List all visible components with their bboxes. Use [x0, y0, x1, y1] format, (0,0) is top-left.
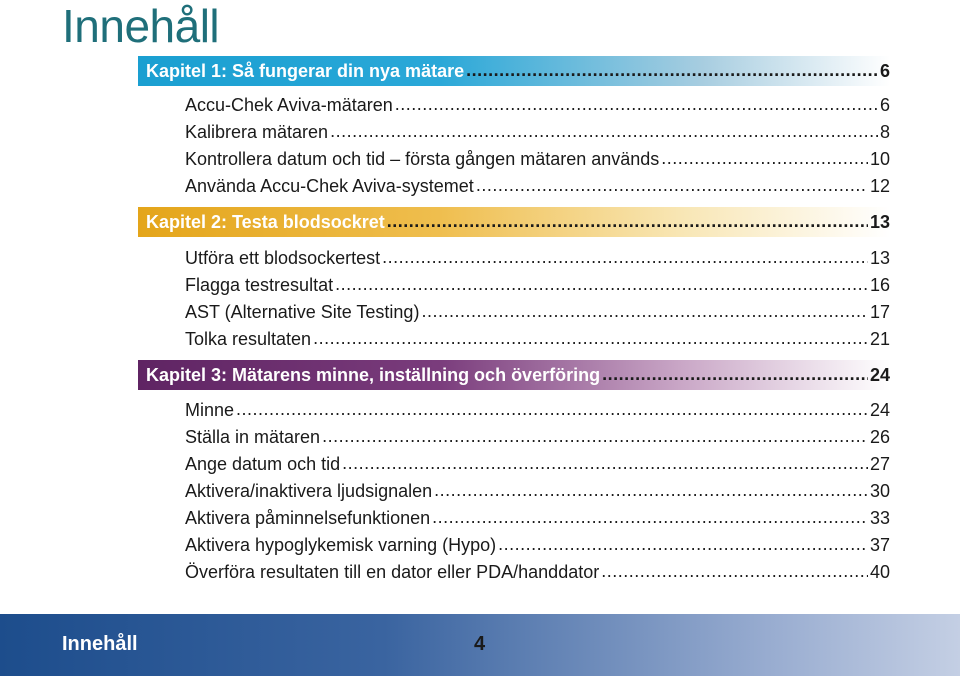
page-number: 4 [474, 633, 486, 655]
leader-dots [387, 210, 868, 232]
entry-label: Använda Accu-Chek Aviva-systemet [185, 176, 474, 196]
entry-label: Utföra ett blodsockertest [185, 248, 381, 268]
toc-entry[interactable] [185, 449, 890, 475]
entry-page: 33 [869, 508, 890, 528]
entry-page: 24 [869, 400, 890, 420]
entry-page: 6 [879, 95, 890, 115]
chapter-3-heading[interactable] [138, 360, 890, 390]
entry-label: Flagga testresultat [185, 275, 334, 295]
toc-entry[interactable] [185, 171, 890, 197]
entry-label: Minne [185, 400, 235, 420]
leader-dots [335, 273, 868, 295]
toc-entry[interactable] [185, 297, 890, 323]
entry-page: 21 [869, 329, 890, 349]
entry-page: 16 [869, 275, 890, 295]
entry-page: 13 [869, 248, 890, 268]
entry-label: Aktivera/inaktivera ljudsignalen [185, 481, 433, 501]
page-title: Innehåll [62, 0, 220, 52]
leader-dots [466, 59, 878, 81]
toc-entry[interactable] [185, 557, 890, 583]
leader-dots [476, 174, 868, 196]
leader-dots [395, 93, 878, 115]
chapter-page: 13 [869, 212, 890, 232]
leader-dots [313, 327, 868, 349]
toc-entry[interactable] [185, 243, 890, 269]
leader-dots [434, 479, 868, 501]
footer-section-label: Innehåll [62, 633, 138, 655]
entry-label: Ange datum och tid [185, 454, 341, 474]
entry-page: 40 [869, 562, 890, 582]
leader-dots [661, 147, 868, 169]
leader-dots [382, 246, 868, 268]
toc-entry[interactable] [185, 503, 890, 529]
entry-page: 30 [869, 481, 890, 501]
leader-dots [330, 120, 878, 142]
chapter-label: Kapitel 2: Testa blodsockret [146, 212, 385, 232]
entry-page: 17 [869, 302, 890, 322]
entry-label: Kontrollera datum och tid – första gången mätaren används [185, 149, 660, 169]
chapter-page: 6 [879, 61, 890, 81]
chapter-page: 24 [869, 365, 890, 385]
entry-page: 8 [879, 122, 890, 142]
page-footer [0, 614, 960, 676]
entry-label: Ställa in mätaren [185, 427, 321, 447]
chapter-2-heading[interactable] [138, 207, 890, 237]
leader-dots [602, 363, 868, 385]
toc-entry[interactable] [185, 270, 890, 296]
entry-label: AST (Alternative Site Testing) [185, 302, 420, 322]
entry-page: 26 [869, 427, 890, 447]
toc-entry[interactable] [185, 395, 890, 421]
entry-label: Aktivera påminnelsefunktionen [185, 508, 431, 528]
entry-label: Överföra resultaten till en dator eller PDA/handdator [185, 562, 600, 582]
chapter-label: Kapitel 1: Så fungerar din nya mätare [146, 61, 465, 81]
chapter-label: Kapitel 3: Mätarens minne, inställning och överföring [146, 365, 601, 385]
entry-label: Aktivera hypoglykemisk varning (Hypo) [185, 535, 497, 555]
entry-label: Accu-Chek Aviva-mätaren [185, 95, 393, 115]
leader-dots [342, 452, 868, 474]
toc-entry[interactable] [185, 324, 890, 350]
leader-dots [322, 425, 868, 447]
leader-dots [432, 506, 868, 528]
entry-page: 37 [869, 535, 890, 555]
entry-page: 12 [869, 176, 890, 196]
toc-entry[interactable] [185, 144, 890, 170]
entry-label: Kalibrera mätaren [185, 122, 329, 142]
entry-label: Tolka resultaten [185, 329, 312, 349]
entry-page: 27 [869, 454, 890, 474]
leader-dots [498, 533, 868, 555]
toc-entry[interactable] [185, 476, 890, 502]
leader-dots [421, 300, 868, 322]
leader-dots [601, 560, 868, 582]
entry-page: 10 [869, 149, 890, 169]
toc-entry[interactable] [185, 90, 890, 116]
toc-entry[interactable] [185, 117, 890, 143]
chapter-1-heading[interactable] [138, 56, 890, 86]
toc-entry[interactable] [185, 422, 890, 448]
leader-dots [236, 398, 868, 420]
toc-entry[interactable] [185, 530, 890, 556]
